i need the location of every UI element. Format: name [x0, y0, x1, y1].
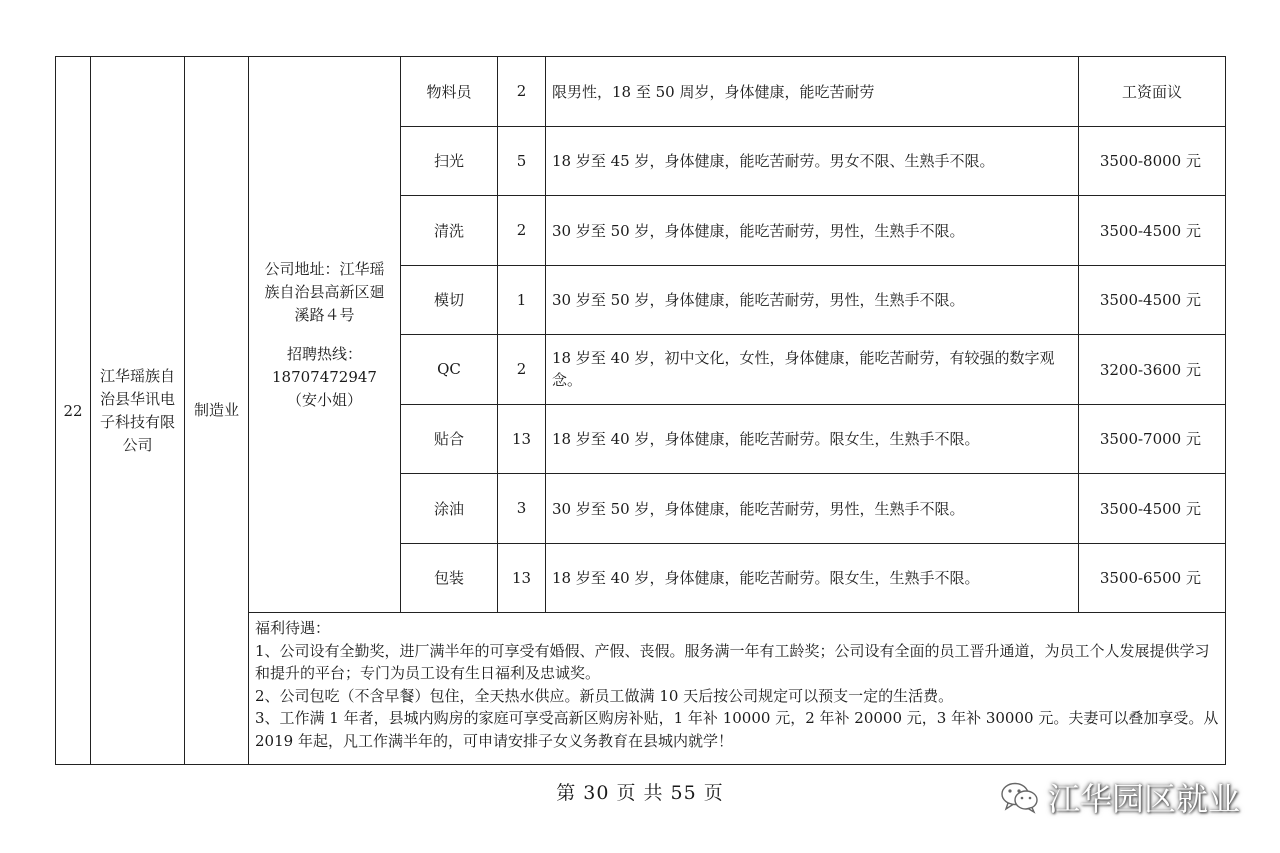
position-requirements: 18 岁至 40 岁，身体健康，能吃苦耐劳。限女生，生熟手不限。 — [546, 404, 1079, 474]
position-requirements: 18 岁至 40 岁，身体健康，能吃苦耐劳。限女生，生熟手不限。 — [546, 543, 1079, 613]
position-salary: 3500-4500 元 — [1079, 474, 1226, 544]
position-count: 2 — [498, 57, 546, 127]
benefit-item: 3、工作满 1 年者，县城内购房的家庭可享受高新区购房补贴，1 年补 10000 元，2 年补 20000 元，3 年补 30000 元。夫妻可以叠加享受。从 2019 年起，凡工作满半年的，可申请安排子女义务教育在县城内就学！ — [255, 709, 1219, 750]
position-count: 3 — [498, 474, 546, 544]
position-salary: 3500-6500 元 — [1079, 543, 1226, 613]
position-salary: 工资面议 — [1079, 57, 1226, 127]
position-salary: 3500-8000 元 — [1079, 126, 1226, 196]
position-name: 扫光 — [401, 126, 498, 196]
table-row — [56, 57, 1226, 127]
industry: 制造业 — [185, 57, 249, 765]
position-count: 5 — [498, 126, 546, 196]
position-requirements: 18 岁至 40 岁，初中文化，女性，身体健康，能吃苦耐劳，有较强的数字观念。 — [546, 335, 1079, 405]
job-listing-table — [55, 56, 1226, 765]
wechat-icon — [1000, 780, 1040, 814]
position-name: 物料员 — [401, 57, 498, 127]
position-salary: 3500-4500 元 — [1079, 196, 1226, 266]
position-salary: 3500-4500 元 — [1079, 265, 1226, 335]
position-count: 1 — [498, 265, 546, 335]
benefit-item: 2、公司包吃（不含早餐）包住，全天热水供应。新员工做满 10 天后按公司规定可以预支一定的生活费。 — [255, 686, 954, 705]
company-name: 江华瑶族自治县华讯电子科技有限公司 — [91, 57, 185, 765]
benefits-section — [249, 613, 1226, 765]
position-name: 模切 — [401, 265, 498, 335]
position-requirements: 限男性，18 至 50 周岁，身体健康，能吃苦耐劳 — [546, 57, 1079, 127]
position-salary: 3500-7000 元 — [1079, 404, 1226, 474]
position-name: 清洗 — [401, 196, 498, 266]
watermark-text: 江华园区就业 — [1047, 780, 1240, 818]
position-count: 2 — [498, 196, 546, 266]
address-line: 族自治县高新区廻 — [264, 282, 385, 301]
address-line: 公司地址：江华瑶 — [264, 259, 385, 278]
position-requirements: 30 岁至 50 岁，身体健康，能吃苦耐劳，男性，生熟手不限。 — [546, 474, 1079, 544]
position-name: 包装 — [401, 543, 498, 613]
position-count: 13 — [498, 543, 546, 613]
benefits-title: 福利待遇： — [255, 619, 331, 637]
position-requirements: 30 岁至 50 岁，身体健康，能吃苦耐劳，男性，生熟手不限。 — [546, 265, 1079, 335]
position-name: QC — [401, 335, 498, 405]
page-number: 第 30 页 共 55 页 — [556, 782, 724, 804]
position-requirements: 30 岁至 50 岁，身体健康，能吃苦耐劳，男性，生熟手不限。 — [546, 196, 1079, 266]
position-name: 贴合 — [401, 404, 498, 474]
company-contact — [249, 57, 401, 613]
hotline-label: 招聘热线： — [286, 344, 362, 363]
position-requirements: 18 岁至 45 岁，身体健康，能吃苦耐劳。男女不限、生熟手不限。 — [546, 126, 1079, 196]
watermark — [1000, 774, 1240, 820]
hotline-contact: （安小姐） — [286, 390, 362, 409]
position-name: 涂油 — [401, 474, 498, 544]
benefit-item: 1、公司设有全勤奖，进厂满半年的可享受有婚假、产假、丧假。服务满一年有工龄奖；公司设有全面的员工晋升通道，为员工个人发展提供学习和提升的平台；专门为员工设有生日福利及忠诚奖。 — [255, 641, 1210, 682]
row-index: 22 — [56, 57, 91, 765]
position-salary: 3200-3600 元 — [1079, 335, 1226, 405]
hotline-number: 18707472947 — [272, 367, 377, 386]
position-count: 2 — [498, 335, 546, 405]
address-line: 溪路４号 — [294, 305, 355, 324]
position-count: 13 — [498, 404, 546, 474]
